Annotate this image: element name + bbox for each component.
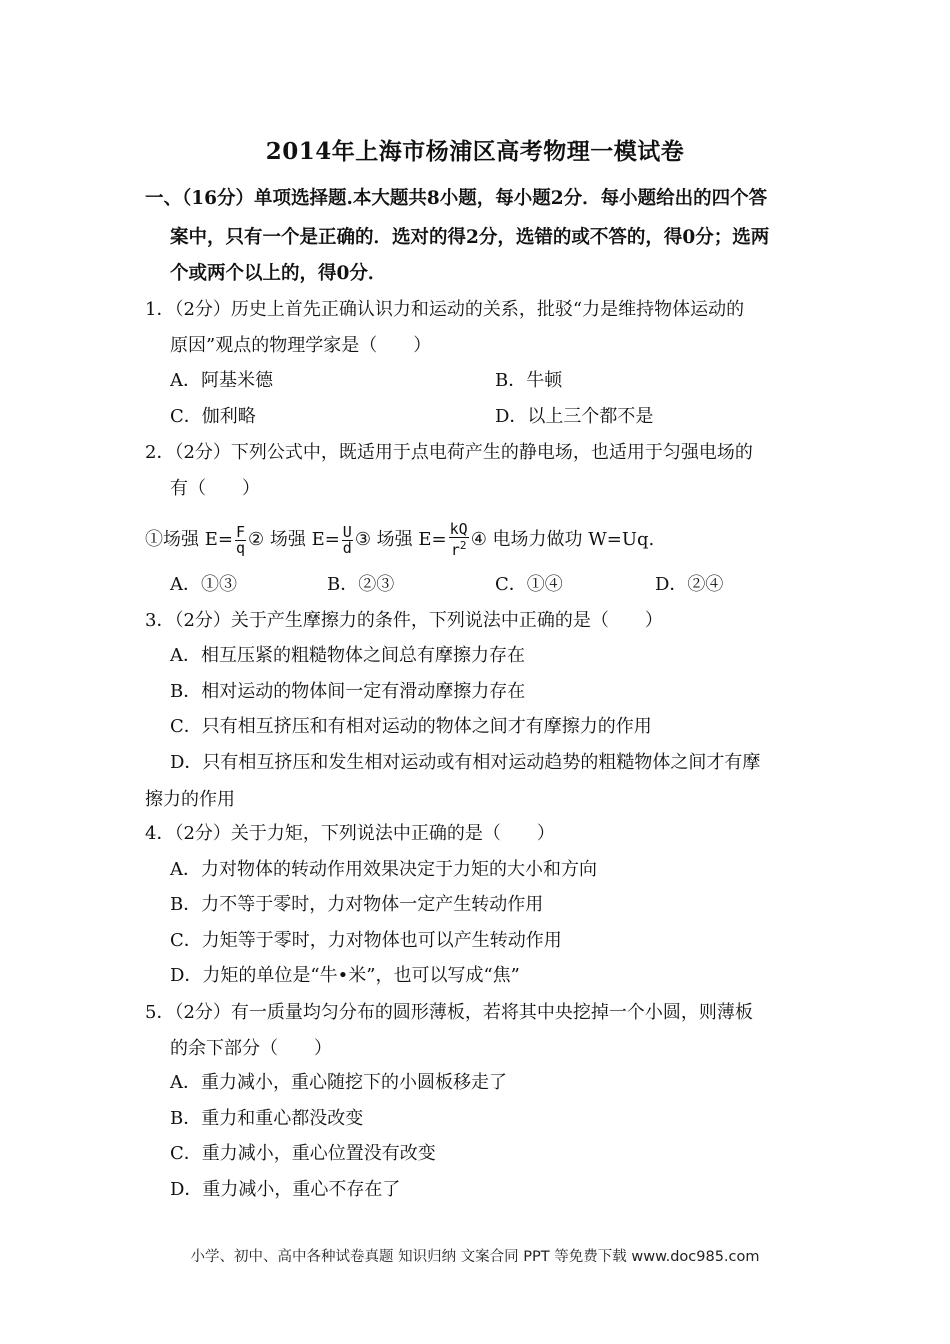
question-1-stem-line2: 原因”观点的物理学家是（ ）	[170, 335, 432, 356]
question-1-option-a: A．阿基米德	[170, 370, 273, 391]
question-4-option-a: A．力对物体的转动作用效果决定于力矩的大小和方向	[170, 859, 597, 880]
question-5-option-c: C．重力减小，重心位置没有改变	[170, 1143, 436, 1164]
question-2-stem-line2: 有（ ）	[170, 478, 260, 499]
question-3-stem: 3．（2分）关于产生摩擦力的条件，下列说法中正确的是（ ）	[145, 610, 663, 631]
formula-1-fraction	[235, 522, 246, 557]
formula-1-denominator: q	[235, 538, 245, 557]
question-3-option-d-line1: D．只有相互挤压和发生相对运动或有相对运动趋势的粗糙物体之间才有摩	[170, 752, 761, 773]
question-2-formulas	[145, 522, 654, 558]
question-1-option-c: C．伽利略	[170, 406, 256, 427]
formula-2-prefix: ② 场强 E=	[247, 529, 340, 550]
page-title: 2014年上海市杨浦区高考物理一模试卷	[265, 138, 685, 165]
question-5-stem-line2: 的余下部分（ ）	[170, 1038, 332, 1059]
question-2-option-a: A．①③	[170, 574, 237, 595]
question-1-option-d: D．以上三个都不是	[495, 406, 654, 427]
question-2-option-d: D．②④	[655, 574, 724, 595]
question-3-option-b: B．相对运动的物体间一定有滑动摩擦力存在	[170, 681, 526, 702]
formula-3-exponent: 2	[459, 539, 467, 552]
question-5-option-b: B．重力和重心都没改变	[170, 1108, 364, 1129]
question-3-option-d-line2: 擦力的作用	[145, 789, 235, 810]
formula-3-fraction	[449, 522, 469, 558]
formula-3-numerator: kQ	[449, 520, 468, 538]
question-1-option-b: B．牛顿	[495, 370, 563, 391]
question-2-stem-line1: 2．（2分）下列公式中，既适用于点电荷产生的静电场，也适用于匀强电场的	[145, 442, 753, 463]
section-heading-line3: 个或两个以上的，得0分．	[170, 263, 387, 284]
question-2-option-b: B．②③	[327, 574, 395, 595]
question-1-stem-line1: 1．（2分）历史上首先正确认识力和运动的关系，批驳“力是维持物体运动的	[145, 299, 745, 320]
question-2-option-c: C．①④	[495, 574, 563, 595]
question-5-stem-line1: 5．（2分）有一质量均匀分布的圆形薄板，若将其中央挖掉一个小圆，则薄板	[145, 1002, 753, 1023]
formula-2-numerator: U	[342, 522, 352, 541]
section-heading-line1: 一、（16分）单项选择题.本大题共8小题，每小题2分．每小题给出的四个答	[145, 188, 768, 209]
question-4-option-c: C．力矩等于零时，力对物体也可以产生转动作用	[170, 930, 562, 951]
formula-2-denominator: d	[342, 538, 352, 557]
question-5-option-a: A．重力减小，重心随挖下的小圆板移走了	[170, 1072, 507, 1093]
question-4-option-d: D．力矩的单位是“牛•米”，也可以写成“焦”	[170, 965, 520, 986]
formula-3-prefix: ③ 场强 E=	[354, 529, 447, 550]
question-5-option-d: D．重力减小，重心不存在了	[170, 1179, 401, 1200]
footer-banner[interactable]: 小学、初中、高中各种试卷真题 知识归纳 文案合同 PPT 等免费下载 www.doc985.com	[190, 1249, 760, 1265]
formula-1-numerator: F	[235, 522, 245, 541]
question-4-stem: 4．（2分）关于力矩，下列说法中正确的是（ ）	[145, 823, 555, 844]
formula-2-fraction	[342, 522, 353, 557]
formula-3-denominator-base: r	[450, 541, 460, 559]
section-heading-line2: 案中，只有一个是正确的．选对的得2分，选错的或不答的，得0分；选两	[170, 227, 770, 248]
question-3-option-c: C．只有相互挤压和有相对运动的物体之间才有摩擦力的作用	[170, 716, 652, 737]
formula-4: ④ 电场力做功 W=Uq.	[470, 529, 655, 550]
formula-1-prefix: ①场强 E=	[145, 529, 233, 550]
question-4-option-b: B．力不等于零时，力对物体一定产生转动作用	[170, 894, 544, 915]
formula-3-denominator	[449, 538, 469, 558]
question-3-option-a: A．相互压紧的粗糙物体之间总有摩擦力存在	[170, 645, 525, 666]
